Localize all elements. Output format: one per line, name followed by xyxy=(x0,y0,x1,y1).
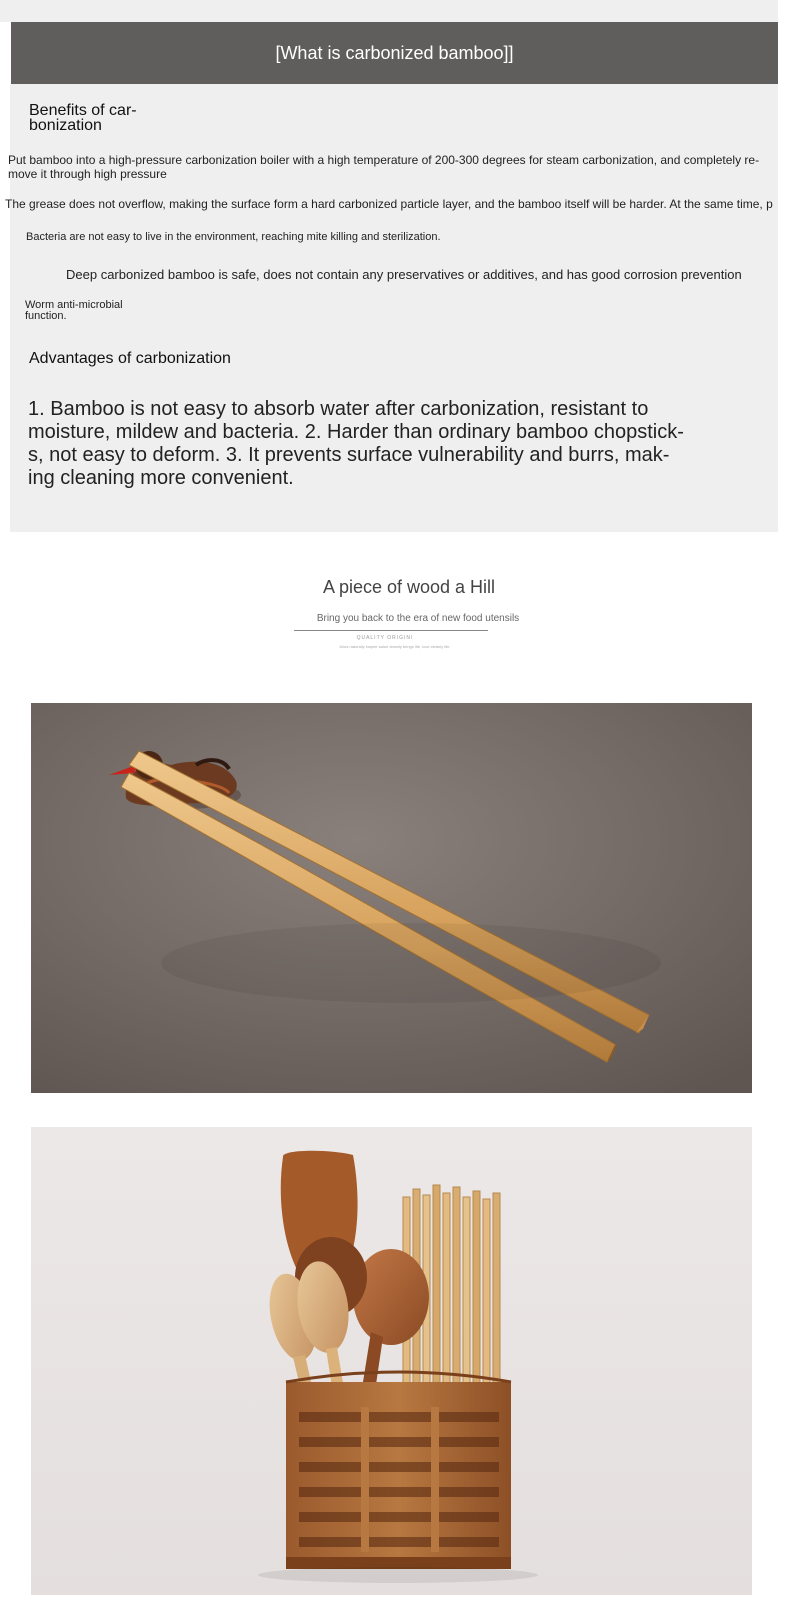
advantages-text: 1. Bamboo is not easy to absorb water after carbonization, resistant to moisture, mildew and bacteria. 2. Harder than ordinary bamboo chopstick- s, not easy to deform. 3. It prevents surface vulnerability and burrs, mak- ing cleaning more convenient. xyxy=(28,398,684,489)
hill-quality-label: QUALITY ORIGINI xyxy=(356,635,414,641)
utensil-holder-icon xyxy=(286,1372,511,1569)
banner-what-is-carbonized-bamboo xyxy=(11,22,778,84)
photo-chopsticks-on-duck-rest xyxy=(31,703,752,1093)
para-safe: Deep carbonized bamboo is safe, does not contain any preservatives or additives, and has good corrosion prevention xyxy=(66,267,742,282)
para-grease: The grease does not overflow, making the surface form a hard carbonized particle layer, and the bamboo itself will be harder. At the same time, p xyxy=(5,197,773,211)
advantages-heading: Advantages of carbonization xyxy=(29,350,231,367)
para-worm: Worm anti-microbial function. xyxy=(25,299,123,322)
para-steam-carbonization: Put bamboo into a high-pressure carbonization boiler with a high temperature of 200-300 degrees for steam carbonization, and completely re- move it through high pressure xyxy=(8,153,760,181)
hill-tiny-caption: Mors naturally inspire saloe cleanly brings life, love cleanly life. xyxy=(339,644,451,649)
para-bacteria: Bacteria are not easy to live in the environment, reaching mite killing and sterilization. xyxy=(26,231,441,243)
banner-title: [What is carbonized bamboo]] xyxy=(275,42,514,63)
hill-subtitle: Bring you back to the era of new food utensils xyxy=(316,613,520,624)
hill-title: A piece of wood a Hill xyxy=(322,577,496,597)
hill-divider xyxy=(294,630,488,631)
photo-bamboo-utensil-holder xyxy=(31,1127,752,1595)
benefits-heading: Benefits of car- bonization xyxy=(29,102,137,134)
top-strip xyxy=(0,0,778,22)
